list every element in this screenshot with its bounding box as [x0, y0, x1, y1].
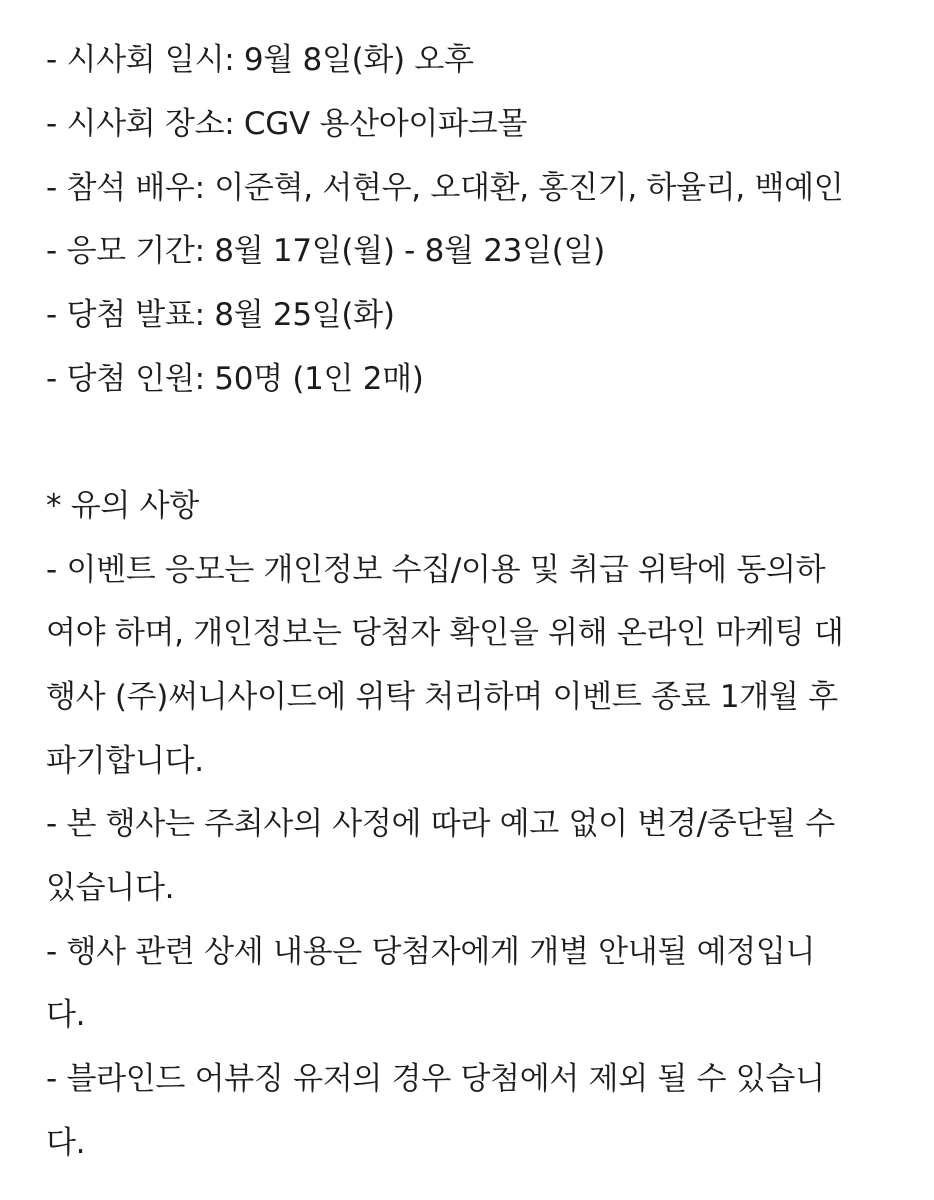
notice-heading: * 유의 사항	[46, 488, 199, 524]
notice-line: 다.	[46, 1125, 86, 1161]
info-line-schedule: - 시사회 일시: 9월 8일(화) 오후	[46, 42, 474, 78]
notice-line: - 이벤트 응모는 개인정보 수집/이용 및 취급 위탁에 동의하	[46, 552, 826, 588]
notice-line: - 블라인드 어뷰징 유저의 경우 당첨에서 제외 될 수 있습니	[46, 1061, 825, 1097]
notice-line: 다.	[46, 997, 86, 1033]
info-line-venue: - 시사회 장소: CGV 용산아이파크몰	[46, 106, 527, 142]
notice-line: - 행사 관련 상세 내용은 당첨자에게 개별 안내될 예정입니	[46, 934, 816, 970]
notice-line: 행사 (주)써니사이드에 위탁 처리하며 이벤트 종료 1개월 후	[46, 679, 838, 715]
info-line-entry-period: - 응모 기간: 8월 17일(월) - 8월 23일(일)	[46, 233, 605, 269]
notice-line: 있습니다.	[46, 870, 175, 906]
notice-line: - 본 행사는 주최사의 사정에 따라 예고 없이 변경/중단될 수	[46, 806, 835, 842]
info-line-winner-count: - 당첨 인원: 50명 (1인 2매)	[46, 361, 424, 397]
info-line-winner-announcement: - 당첨 발표: 8월 25일(화)	[46, 297, 395, 333]
notice-line: 파기합니다.	[46, 743, 204, 779]
info-line-cast: - 참석 배우: 이준혁, 서현우, 오대환, 홍진기, 하율리, 백예인	[46, 170, 844, 206]
notice-line: 여야 하며, 개인정보는 당첨자 확인을 위해 온라인 마케팅 대	[46, 615, 844, 651]
